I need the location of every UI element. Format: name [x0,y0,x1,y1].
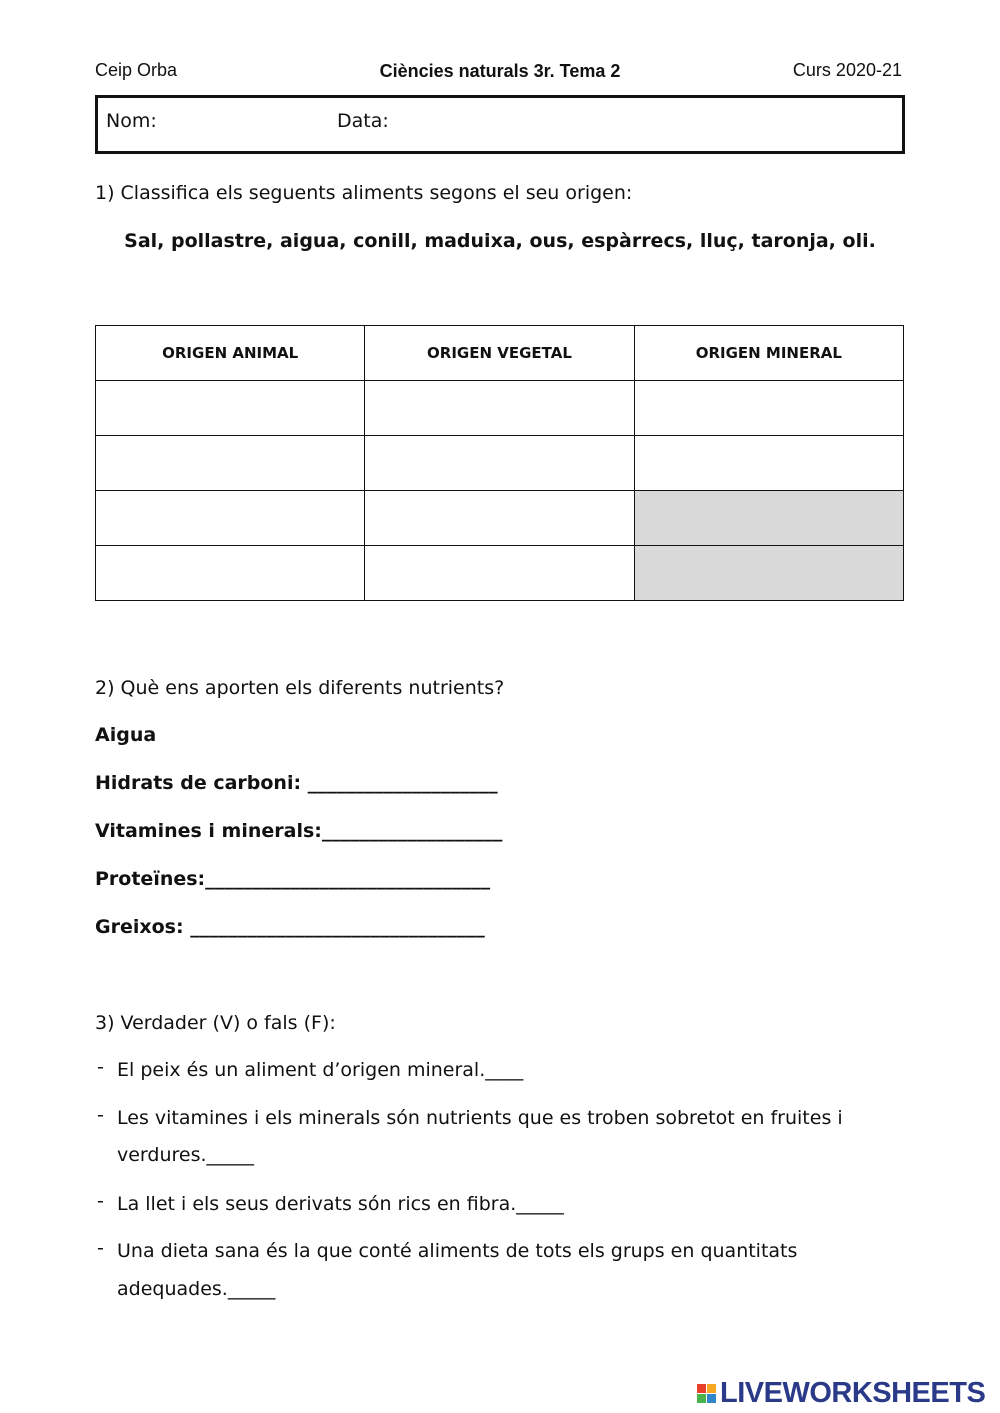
liveworksheets-logo [697,1378,985,1408]
course-year: Curs 2020-21 [792,60,902,80]
answer-cell[interactable] [365,491,634,546]
header-origen-vegetal: ORIGEN VEGETAL [365,326,634,381]
date-label: Data: [337,110,389,132]
logo-text: LIVEWORKSHEETS [720,1376,986,1409]
logo-mark-icon [697,1384,716,1403]
question-3-prompt: 3) Verdader (V) o fals (F): [95,1012,336,1034]
table-row [96,436,904,491]
nutrient-hidrats[interactable]: Hidrats de carboni: ____________________ [95,772,498,794]
header-origen-animal: ORIGEN ANIMAL [96,326,365,381]
answer-cell[interactable] [365,436,634,491]
disabled-cell [634,491,903,546]
statement-1[interactable]: El peix és un aliment d’origen mineral.____ [117,1059,524,1081]
nutrient-vitamines[interactable]: Vitamines i minerals:___________________ [95,820,503,842]
origin-table [95,325,904,601]
statement-4-line-2[interactable]: adequades._____ [117,1278,276,1300]
table-row [96,491,904,546]
answer-cell[interactable] [365,381,634,436]
question-2-prompt: 2) Què ens aporten els diferents nutrients? [95,677,505,699]
table-row [96,546,904,601]
answer-cell[interactable] [96,491,365,546]
disabled-cell [634,546,903,601]
bullet-dash: - [97,1056,104,1078]
answer-cell[interactable] [634,381,903,436]
name-date-box [95,95,905,154]
answer-cell[interactable] [96,436,365,491]
question-1-prompt: 1) Classifica els seguents aliments segons el seu origen: [95,182,633,204]
table-header-row [96,326,904,381]
logo-square-icon [697,1384,706,1393]
statement-3[interactable]: La llet i els seus derivats són rics en fibra._____ [117,1193,564,1215]
bullet-dash: - [97,1104,104,1126]
school-name: Ceip Orba [95,60,178,80]
logo-square-icon [707,1394,716,1403]
logo-square-icon [707,1384,716,1393]
bullet-dash: - [97,1237,104,1259]
nutrient-proteines[interactable]: Proteïnes:______________________________ [95,868,491,890]
nutrient-aigua: Aigua [95,724,157,746]
bullet-dash: - [97,1190,104,1212]
header-origen-mineral: ORIGEN MINERAL [634,326,903,381]
answer-cell[interactable] [365,546,634,601]
nutrient-greixos[interactable]: Greixos: _______________________________ [95,916,485,938]
logo-square-icon [697,1394,706,1403]
answer-cell[interactable] [634,436,903,491]
answer-cell[interactable] [96,546,365,601]
answer-cell[interactable] [96,381,365,436]
statement-4-line-1: Una dieta sana és la que conté aliments de tots els grups en quantitats [117,1240,798,1262]
food-list: Sal, pollastre, aigua, conill, maduixa, ous, espàrrecs, lluç, taronja, oli. [124,230,876,252]
statement-2-line-2[interactable]: verdures._____ [117,1144,255,1166]
table-row [96,381,904,436]
statement-2-line-1: Les vitamines i els minerals són nutrients que es troben sobretot en fruites i [117,1107,843,1129]
name-label: Nom: [106,110,157,132]
worksheet-title: Ciències naturals 3r. Tema 2 [379,61,621,81]
